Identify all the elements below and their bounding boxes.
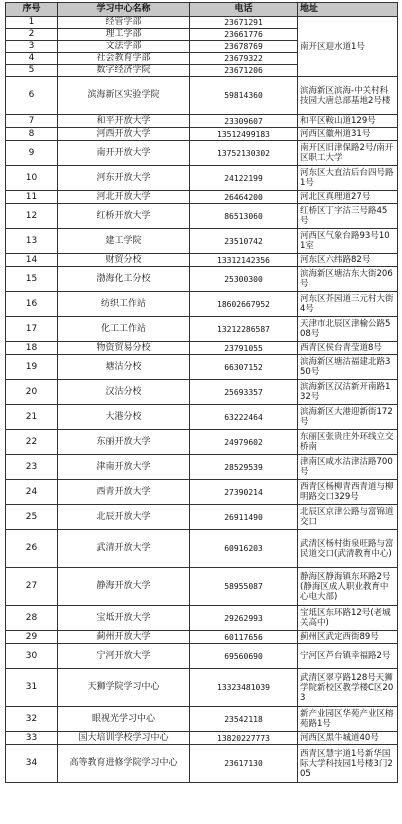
table-row — [6, 405, 398, 430]
phone-number: 13752130302 — [190, 141, 298, 166]
phone-number: 13312142356 — [190, 254, 298, 267]
row-number: 15 — [6, 267, 58, 292]
address: 西青区慧宇道1号新华国际大学科技园1号楼3门205 — [298, 745, 398, 783]
center-name: 河西开放大学 — [58, 128, 190, 141]
center-name: 北辰开放大学 — [58, 505, 190, 530]
phone-number: 59814360 — [190, 77, 298, 115]
address: 天津市北辰区津榆公路508号 — [298, 317, 398, 342]
row-number: 30 — [6, 644, 58, 669]
row-number: 6 — [6, 77, 58, 115]
study-center-table-wrap — [5, 2, 397, 783]
row-number: 25 — [6, 505, 58, 530]
address: 南开区迎水道1号 — [298, 17, 398, 77]
address: 红桥区丁字沽三号路45号 — [298, 204, 398, 229]
center-name: 物资贸易分校 — [58, 342, 190, 355]
center-name: 武清开放大学 — [58, 530, 190, 568]
address: 河北区真理道27号 — [298, 191, 398, 204]
table-row — [6, 732, 398, 745]
phone-number: 60916203 — [190, 530, 298, 568]
phone-number: 23661776 — [190, 29, 298, 41]
table-row — [6, 77, 398, 115]
table-row — [6, 115, 398, 128]
row-number: 21 — [6, 405, 58, 430]
center-name: 津南开放大学 — [58, 455, 190, 480]
center-name: 国大培训学校学习中心 — [58, 732, 190, 745]
phone-number: 29262993 — [190, 606, 298, 631]
center-name: 西青开放大学 — [58, 480, 190, 505]
table-row — [6, 191, 398, 204]
row-number: 4 — [6, 53, 58, 65]
center-name: 经管学部 — [58, 17, 190, 29]
address: 南开区旧津保路2号/南开区职工大学 — [298, 141, 398, 166]
row-number: 16 — [6, 292, 58, 317]
table-row — [6, 204, 398, 229]
table-row — [6, 128, 398, 141]
table-row — [6, 166, 398, 191]
center-name: 大港分校 — [58, 405, 190, 430]
table-row — [6, 267, 398, 292]
phone-number: 23617130 — [190, 745, 298, 783]
address: 和平区鞍山道129号 — [298, 115, 398, 128]
row-number: 28 — [6, 606, 58, 631]
center-name: 宝坻开放大学 — [58, 606, 190, 631]
address: 东丽区张贵庄外环线立交桥南 — [298, 430, 398, 455]
center-name: 滨海新区实验学院 — [58, 77, 190, 115]
center-name: 静海开放大学 — [58, 568, 190, 606]
table-row — [6, 480, 398, 505]
table-row — [6, 292, 398, 317]
table-row — [6, 505, 398, 530]
phone-number: 23309607 — [190, 115, 298, 128]
table-row — [6, 669, 398, 707]
row-number: 33 — [6, 732, 58, 745]
table-body — [6, 17, 398, 783]
row-number: 20 — [6, 380, 58, 405]
row-number: 22 — [6, 430, 58, 455]
center-name: 数字经济学院 — [58, 65, 190, 77]
row-number: 11 — [6, 191, 58, 204]
phone-number: 63222464 — [190, 405, 298, 430]
center-name: 河北开放大学 — [58, 191, 190, 204]
row-number: 2 — [6, 29, 58, 41]
address: 新产业园区华苑产业区榕苑路1号 — [298, 707, 398, 732]
phone-number: 23678769 — [190, 41, 298, 53]
table-row — [6, 355, 398, 380]
table-row — [6, 17, 398, 29]
address: 西青区杨柳青西青道与柳明路交口329号 — [298, 480, 398, 505]
table-row — [6, 707, 398, 732]
row-number: 34 — [6, 745, 58, 783]
center-name: 蓟州开放大学 — [58, 631, 190, 644]
address: 武清区杨村街泉旺路与富民道交口(武清教育中心) — [298, 530, 398, 568]
center-name: 纺织工作站 — [58, 292, 190, 317]
center-name: 塘沽分校 — [58, 355, 190, 380]
table-row — [6, 745, 398, 783]
center-name: 和平开放大学 — [58, 115, 190, 128]
table-row — [6, 631, 398, 644]
phone-number: 25693357 — [190, 380, 298, 405]
address: 宝坻区东环路12号(老城关高中) — [298, 606, 398, 631]
address: 河东区大直沽后台四号路1号 — [298, 166, 398, 191]
header-no: 序号 — [6, 3, 58, 17]
address: 滨海新区塘沽福建北路350号 — [298, 355, 398, 380]
address: 河西区黑牛城道40号 — [298, 732, 398, 745]
phone-number: 24979602 — [190, 430, 298, 455]
phone-number: 86513060 — [190, 204, 298, 229]
address: 滨海新区汉沽新开南路132号 — [298, 380, 398, 405]
row-number: 1 — [6, 17, 58, 29]
center-name: 宁河开放大学 — [58, 644, 190, 669]
address: 河东区芥园道三元村大街4号 — [298, 292, 398, 317]
phone-number: 23510742 — [190, 229, 298, 254]
address: 津南区咸水沽津沽路700号 — [298, 455, 398, 480]
phone-number: 58955087 — [190, 568, 298, 606]
row-number: 18 — [6, 342, 58, 355]
table-row — [6, 317, 398, 342]
row-number: 10 — [6, 166, 58, 191]
address: 蓟州区武定西街89号 — [298, 631, 398, 644]
address: 北辰区京津公路与富锦道交口 — [298, 505, 398, 530]
row-number: 29 — [6, 631, 58, 644]
table-row — [6, 342, 398, 355]
row-number: 32 — [6, 707, 58, 732]
center-name: 渤海化工分校 — [58, 267, 190, 292]
row-number: 14 — [6, 254, 58, 267]
row-number: 13 — [6, 229, 58, 254]
phone-number: 13212286587 — [190, 317, 298, 342]
address: 西青区侯台青莹道8号 — [298, 342, 398, 355]
header-address: 地址 — [298, 3, 398, 17]
phone-number: 66307152 — [190, 355, 298, 380]
center-name: 财贸分校 — [58, 254, 190, 267]
phone-number: 24122199 — [190, 166, 298, 191]
table-row — [6, 455, 398, 480]
row-number: 17 — [6, 317, 58, 342]
center-name: 社会教育学部 — [58, 53, 190, 65]
table-row — [6, 141, 398, 166]
header-name: 学习中心名称 — [58, 3, 190, 17]
center-name: 建工学院 — [58, 229, 190, 254]
center-name: 南开开放大学 — [58, 141, 190, 166]
address: 滨海新区滨海-中关村科技园大唐总部基地2号楼 — [298, 77, 398, 115]
phone-number: 18602667952 — [190, 292, 298, 317]
center-name: 天狮学院学习中心 — [58, 669, 190, 707]
phone-number: 23671291 — [190, 17, 298, 29]
row-number: 23 — [6, 455, 58, 480]
center-name: 化工工作站 — [58, 317, 190, 342]
address: 河西区气象台路93号101室 — [298, 229, 398, 254]
phone-number: 27390214 — [190, 480, 298, 505]
phone-number: 13323481039 — [190, 669, 298, 707]
table-row — [6, 229, 398, 254]
phone-number: 69560690 — [190, 644, 298, 669]
header-row — [6, 3, 398, 17]
phone-number: 25300300 — [190, 267, 298, 292]
table-row — [6, 644, 398, 669]
phone-number: 13820227773 — [190, 732, 298, 745]
center-name: 高等教育进修学院学习中心 — [58, 745, 190, 783]
address: 滨海新区塘沽东大街206号 — [298, 267, 398, 292]
address: 宁河区芦台镇幸福路2号 — [298, 644, 398, 669]
row-number: 27 — [6, 568, 58, 606]
phone-number: 28529539 — [190, 455, 298, 480]
row-number: 7 — [6, 115, 58, 128]
row-number: 24 — [6, 480, 58, 505]
row-number: 31 — [6, 669, 58, 707]
table-row — [6, 430, 398, 455]
phone-number: 23671206 — [190, 65, 298, 77]
phone-number: 23542118 — [190, 707, 298, 732]
center-name: 东丽开放大学 — [58, 430, 190, 455]
row-number: 9 — [6, 141, 58, 166]
center-name: 理工学部 — [58, 29, 190, 41]
row-number: 5 — [6, 65, 58, 77]
row-number: 26 — [6, 530, 58, 568]
phone-number: 23791055 — [190, 342, 298, 355]
center-name: 河东开放大学 — [58, 166, 190, 191]
phone-number: 26464200 — [190, 191, 298, 204]
address: 静海区静海镇东环路2号(静海区成人职业教育中心电大部) — [298, 568, 398, 606]
row-number: 8 — [6, 128, 58, 141]
row-number: 12 — [6, 204, 58, 229]
center-name: 汉沽分校 — [58, 380, 190, 405]
table-row — [6, 530, 398, 568]
center-name: 眼视光学习中心 — [58, 707, 190, 732]
address: 武清区翠亨路128号天狮学院新校区教学楼C区203 — [298, 669, 398, 707]
table-row — [6, 380, 398, 405]
center-name: 红桥开放大学 — [58, 204, 190, 229]
address: 河西区徽州道31号 — [298, 128, 398, 141]
table-row — [6, 606, 398, 631]
address: 河东区六纬路82号 — [298, 254, 398, 267]
phone-number: 60117656 — [190, 631, 298, 644]
phone-number: 13512499183 — [190, 128, 298, 141]
study-center-table — [5, 2, 398, 783]
table-row — [6, 254, 398, 267]
phone-number: 23679322 — [190, 53, 298, 65]
center-name: 文法学部 — [58, 41, 190, 53]
phone-number: 26911490 — [190, 505, 298, 530]
row-number: 19 — [6, 355, 58, 380]
row-number: 3 — [6, 41, 58, 53]
header-phone: 电话 — [190, 3, 298, 17]
table-row — [6, 568, 398, 606]
address: 滨海新区大港迎新街172号 — [298, 405, 398, 430]
